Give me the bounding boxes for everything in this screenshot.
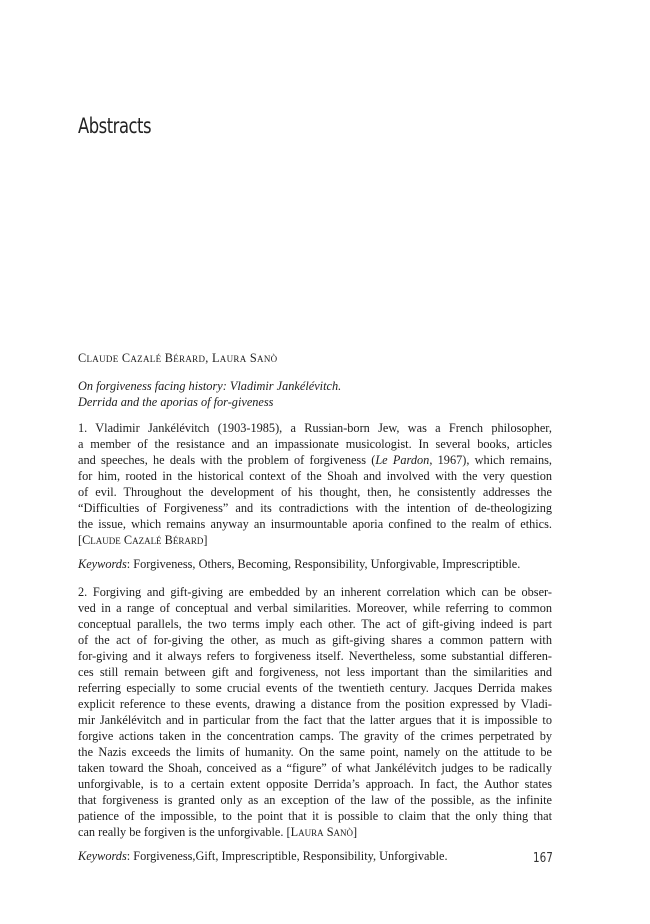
abstract-line: the Nazis exceeds the limits of humanity. On the same point, namely on the attitude to be: [78, 745, 552, 759]
abstract-section: [78, 350, 552, 876]
abstract-line: explicit reference to these events, drawing a distance from the position expressed by Vladi-: [78, 697, 552, 711]
abstract-line: “Difficulties of Forgiveness” and its contradictions with the intention of de-theologizing: [78, 501, 552, 515]
keywords-label: Keywords: [78, 849, 127, 863]
article-title: [78, 378, 552, 410]
author-attribution: [Claude Cazalé Bérard]: [78, 533, 208, 547]
page-title: Abstracts: [78, 114, 152, 138]
abstract-line: [78, 824, 552, 840]
abstract-text: can really be forgiven is the unforgivable.: [78, 825, 284, 839]
abstract-line: for him, rooted in the historical context of the Shoah and involved with the very question: [78, 469, 552, 483]
abstract-line: taken toward the Shoah, conceived as a “figure” of what Jankélévitch judges to be radically: [78, 761, 552, 775]
abstract-line: the issue, which remains anyway an insurmountable aporia confined to the realm of ethics.: [78, 517, 552, 531]
keywords-1: [78, 556, 552, 572]
abstract-line: 2. Forgiving and gift-giving are embedded by an inherent correlation which can be obser-: [78, 585, 552, 599]
abstract-line: that forgiveness is granted only as an exception of the law of the possible, as the infinite: [78, 793, 552, 807]
abstract-line: patience of the impossible, to the point that it is possible to claim that the only thing that: [78, 809, 552, 823]
article-title-line: On forgiveness facing history: Vladimir Jankélévitch.: [78, 379, 342, 393]
abstract-line: of the act of for-giving the other, as much as gift-giving shares a common pattern with: [78, 633, 552, 647]
abstract-line: of evil. Throughout the development of his thought, then, he consistently addresses the: [78, 485, 552, 499]
abstract-line: conceptual parallels, the two terms imply each other. The act of gift-giving indeed is part: [78, 617, 552, 631]
abstract-line: a member of the resistance and an impassionate musicologist. In several books, articles: [78, 437, 552, 451]
abstract-line: unforgivable, is to a certain extent opposite Derrida’s approach. In fact, the Author states: [78, 777, 552, 791]
abstract-paragraph-2: [78, 584, 552, 840]
author-attribution: [Laura Sanò]: [286, 825, 358, 839]
work-title: Le Pardon: [375, 453, 430, 467]
page-number: 167: [533, 851, 553, 866]
article-authors: Claude Cazalé Bérard, Laura Sanò: [78, 351, 278, 365]
article-title-line: Derrida and the aporias of for-giveness: [78, 395, 274, 409]
keywords-text: : Forgiveness,Gift, Imprescriptible, Responsibility, Unforgivable.: [126, 849, 448, 863]
keywords-2: [78, 848, 552, 864]
abstract-line: [78, 452, 552, 468]
abstract-paragraph-1: [78, 420, 552, 548]
abstract-line: ved in a range of conceptual and verbal similarities. Moreover, while referring to common: [78, 601, 552, 615]
abstract-line: 1. Vladimir Jankélévitch (1903-1985), a Russian-born Jew, was a French philosopher,: [78, 421, 552, 435]
keywords-label: Keywords: [78, 557, 127, 571]
abstract-text: , 1967), which remains,: [429, 453, 552, 467]
abstract-line: for-giving and it always refers to forgiveness itself. Nevertheless, some substantial differen-: [78, 649, 552, 663]
abstract-text: and speeches, he deals with the problem of forgiveness (: [78, 453, 376, 467]
keywords-text: : Forgiveness, Others, Becoming, Responsibility, Unforgivable, Imprescriptible.: [126, 557, 521, 571]
abstract-line: ces still remain between gift and forgiveness, not less important than the similarities and: [78, 665, 552, 679]
abstract-line: referring especially to some crucial events of the twentieth century. Jacques Derrida makes: [78, 681, 552, 695]
abstract-line: mir Jankélévitch and in particular from the fact that the latter argues that it is impossible to: [78, 713, 552, 727]
abstract-line: forgive actions taken in the concentration camps. The gravity of the crimes perpetrated by: [78, 729, 552, 743]
